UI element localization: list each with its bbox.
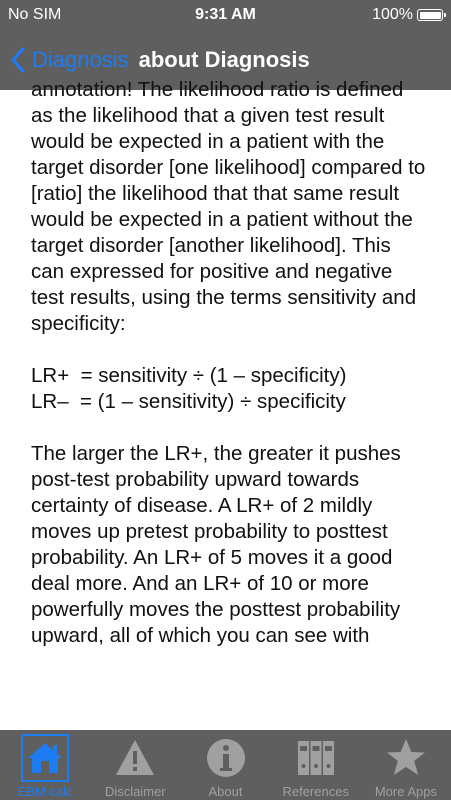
- paragraph-lr-interpretation: The larger the LR+, the greater it pushes post-test probability upward towards certainty of disease. A LR+ of 2 mildly moves up pretest probability to posttest probability. An LR+ of 5 moves it a good deal more. And an LR+ of 10 or more powerfully moves the posttest probability upward, all of which you can see with: [31, 442, 401, 647]
- back-button-label: Diagnosis: [32, 47, 129, 72]
- back-button[interactable]: [10, 47, 129, 73]
- tab-references[interactable]: [271, 730, 361, 800]
- tab-label: Disclaimer: [104, 784, 166, 799]
- info-icon: [204, 736, 248, 780]
- carrier-label: No SIM: [8, 6, 62, 23]
- chevron-left-icon: [10, 47, 26, 73]
- tab-label: About: [208, 784, 243, 799]
- clock: 9:31 AM: [195, 6, 256, 23]
- battery-indicator: [372, 6, 443, 24]
- paragraph-likelihood-ratio: annotation! The likelihood ratio is defined as the likelihood that a given test result would be expected in a patient with the target disorder [one likelihood] compared to [ratio] the likelihood that that same result would be expected in a patient without the target disorder [another likelihood]. This can expressed for positive and negative test results, using the terms sensitivity and specificity:: [31, 78, 426, 335]
- star-icon: [384, 736, 428, 780]
- tab-label: References: [282, 784, 349, 799]
- tab-label: EBM calc: [17, 784, 73, 799]
- tab-ebm-calc[interactable]: [0, 730, 90, 800]
- tab-bar: [0, 730, 451, 800]
- tab-disclaimer[interactable]: [90, 730, 180, 800]
- binders-icon: [294, 736, 338, 780]
- article-text: [31, 77, 429, 649]
- battery-icon: [417, 9, 443, 21]
- formula-lr-negative: LR– = (1 – sensitivity) ÷ specificity: [31, 390, 346, 413]
- warning-icon: [113, 736, 157, 780]
- battery-percent: 100%: [372, 6, 413, 23]
- tab-more-apps[interactable]: [361, 730, 451, 800]
- page-title: about Diagnosis: [138, 47, 310, 72]
- house-icon: [23, 736, 67, 780]
- status-bar: [0, 0, 451, 30]
- tab-label: More Apps: [374, 784, 437, 799]
- content-scroll-area[interactable]: [0, 78, 451, 730]
- formula-lr-positive: LR+ = sensitivity ÷ (1 – specificity): [31, 364, 347, 387]
- tab-about[interactable]: [180, 730, 270, 800]
